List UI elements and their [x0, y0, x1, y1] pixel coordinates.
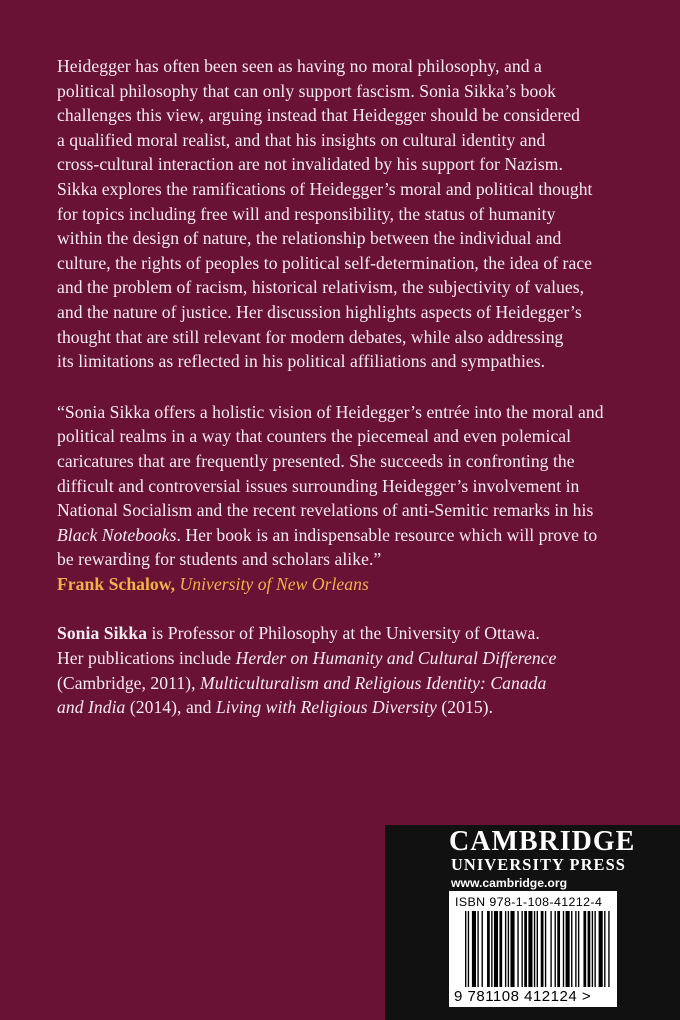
book-title: and India [57, 697, 126, 718]
quote-line: political realms in a way that counters the piecemeal and even polemical [57, 426, 572, 447]
description-line: and the problem of racism, historical relativism, the subjectivity of values, [57, 277, 585, 298]
publisher-logo-name: CAMBRIDGE [449, 826, 636, 857]
quote-line: caricatures that are frequently presented. She succeeds in confronting the [57, 450, 575, 471]
description-line: thought that are still relevant for modern debates, while also addressing [57, 326, 564, 347]
book-title: Living with Religious Diversity [215, 697, 437, 718]
description-line: political philosophy that can only support fascism. Sonia Sikka’s book [57, 80, 557, 101]
description-line: Sikka explores the ramifications of Heidegger’s moral and political thought [57, 178, 593, 199]
quote-line: be rewarding for students and scholars alike.” [57, 549, 382, 570]
description-line: challenges this view, arguing instead that Heidegger should be considered [57, 105, 581, 126]
barcode-icon [465, 911, 611, 991]
barcode-digits: 9 781108 412124 > [454, 988, 592, 1005]
description-line: culture, the rights of peoples to political self-determination, the idea of race [57, 252, 593, 273]
publisher-url: www.cambridge.org [451, 876, 568, 890]
description-line: its limitations as reflected in his political affiliations and sympathies. [57, 351, 546, 372]
description-line: and the nature of justice. Her discussion highlights aspects of Heidegger’s [57, 301, 582, 322]
bio-text: is Professor of Philosophy at the University of Ottawa. [147, 623, 540, 644]
quote-line: “Sonia Sikka offers a holistic vision of Heidegger’s entrée into the moral and [57, 401, 604, 422]
bio-text: Her publications include [57, 648, 236, 669]
quote-line: . Her book is an indispensable resource which will prove to [176, 524, 598, 545]
description-line: Heidegger has often been seen as having no moral philosophy, and a [57, 56, 542, 76]
isbn-label: ISBN 978-1-108-41212-4 [455, 895, 603, 909]
quoted-book-title: Black Notebooks [57, 524, 177, 545]
text-column [57, 54, 632, 720]
bio-text: (Cambridge, 2011), [57, 672, 200, 693]
book-title: Multiculturalism and Religious Identity: Canada [199, 672, 547, 693]
quote-line: National Socialism and the recent revelations of anti-Semitic remarks in his [57, 500, 594, 521]
endorsement-attribution [57, 572, 632, 597]
endorser-name: Frank Schalow, [57, 573, 176, 594]
description-line: for topics including free will and responsibility, the status of humanity [57, 203, 556, 224]
bio-text: (2014), and [125, 697, 216, 718]
publisher-logo-subtitle: UNIVERSITY PRESS [451, 855, 627, 874]
book-title: Herder on Humanity and Cultural Difference [235, 648, 557, 669]
endorser-institution: University of New Orleans [179, 573, 369, 594]
author-name: Sonia Sikka [57, 623, 148, 644]
book-description [57, 54, 632, 374]
endorsement-quote [57, 400, 632, 572]
description-line: within the design of nature, the relationship between the individual and [57, 228, 562, 249]
bio-text: (2015). [436, 697, 494, 718]
author-bio [57, 621, 632, 719]
description-line: a qualified moral realist, and that his insights on cultural identity and [57, 129, 546, 150]
quote-line: difficult and controversial issues surrounding Heidegger’s involvement in [57, 475, 580, 496]
description-line: cross-cultural interaction are not invalidated by his support for Nazism. [57, 154, 563, 175]
